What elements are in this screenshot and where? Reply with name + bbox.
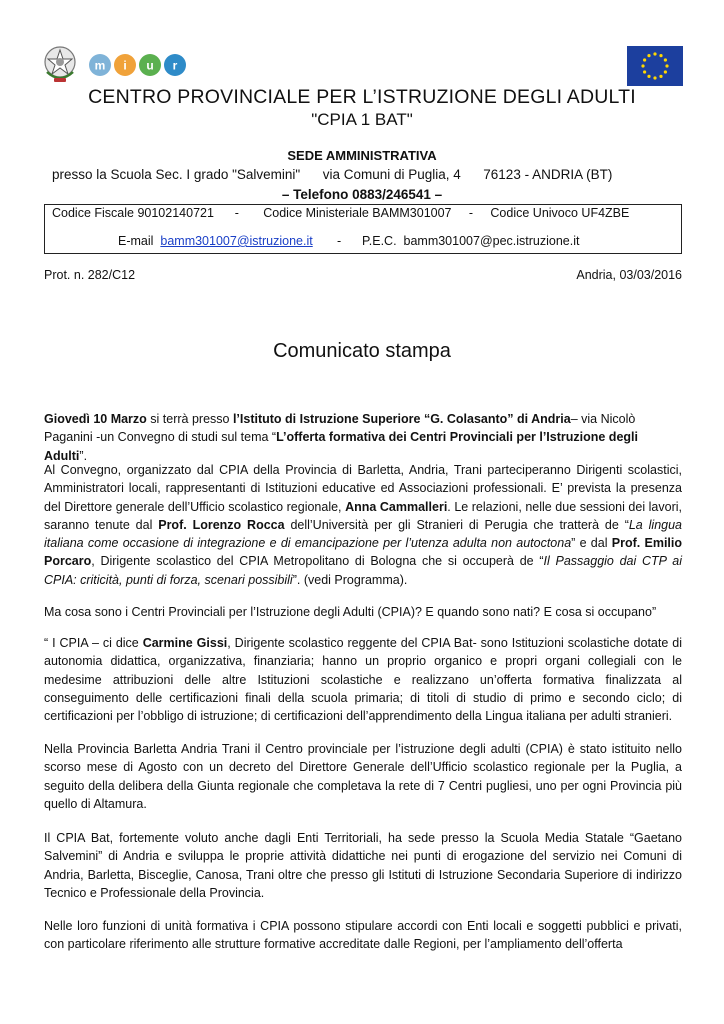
text-run: . Le relazioni, nelle due sessioni dei lavori, saranno tenute dal	[44, 499, 682, 532]
phone-line: – Telefono 0883/246541 –	[281, 187, 443, 202]
paragraph-5	[44, 740, 682, 813]
eu-star	[664, 58, 667, 61]
eu-star	[659, 75, 662, 78]
svg-text:r: r	[172, 58, 178, 73]
speaker-cammalleri: Anna Cammalleri	[345, 499, 448, 514]
text-run: ”.	[79, 448, 88, 463]
miur-logo	[87, 52, 211, 78]
email-line	[118, 234, 579, 248]
text-run: “ I CPIA – ci dice	[44, 636, 143, 650]
paragraph-7	[44, 917, 682, 954]
convention-theme: L’offerta formativa dei Centri Provinciali per l’Istruzione degli Adulti	[44, 430, 638, 463]
svg-text:u: u	[146, 58, 154, 73]
eu-star	[653, 52, 656, 55]
eu-star	[647, 54, 650, 57]
question-text: Ma cosa sono i Centri Provinciali per l’Istruzione degli Adulti (CPIA)? E quando sono nati? E cosa si occupano”	[44, 605, 657, 619]
event-date: Giovedì 10 Marzo	[44, 412, 147, 426]
paragraph-6	[44, 829, 682, 902]
text-run: dell’Università per gli Stranieri di Perugia che tratterà de “	[284, 517, 629, 532]
codes-line: Codice Fiscale 90102140721 - Codice Ministeriale BAMM301007 - Codice Univoco UF4ZBE	[52, 206, 630, 220]
eu-star	[647, 75, 650, 78]
text-run: ” e dal	[571, 536, 612, 551]
pec-text: - P.E.C. bamm301007@pec.istruzione.it	[312, 234, 580, 248]
text-run: – via Nicolò Paganini -un Convegno di studi sul tema “	[44, 412, 636, 445]
text-run: ”. (vedi Programma).	[292, 572, 408, 587]
eu-star	[664, 70, 667, 73]
paragraph-3	[44, 603, 682, 621]
eu-star	[641, 64, 644, 67]
talk-title-rocca: La lingua italiana come occasione di integrazione e di emancipazione per l’utenza adulta non autoctona	[44, 517, 682, 551]
eu-star	[643, 70, 646, 73]
address-line: presso la Scuola Sec. I grado "Salvemini" via Comuni di Puglia, 4 76123 - ANDRIA (BT)	[52, 167, 613, 182]
paragraph-2	[44, 461, 682, 589]
text-run: , Dirigente scolastico del CPIA Metropolitano di Bologna che si occuperà de “	[91, 554, 544, 569]
eu-star	[659, 54, 662, 57]
eu-star	[653, 76, 656, 79]
protocol-number: Prot. n. 282/C12	[44, 268, 136, 282]
text-run: si terrà presso	[146, 412, 233, 426]
speaker-gissi: Carmine Gissi	[142, 636, 228, 650]
document-date: Andria, 03/03/2016	[576, 268, 682, 282]
email-link[interactable]: bamm301007@istruzione.it	[160, 234, 313, 248]
speaker-porcaro: Prof. Emilio Porcaro	[44, 536, 683, 569]
document-title: Comunicato stampa	[273, 340, 451, 362]
org-subtitle: "CPIA 1 BAT"	[311, 110, 413, 129]
talk-title-porcaro: Il Passaggio dai CTP ai CPIA: criticità, punti di forza, scenari possibili	[44, 554, 683, 587]
venue-name: l’Istituto di Istruzione Superiore “G. Colasanto” di Andria	[232, 412, 571, 426]
org-title: CENTRO PROVINCIALE PER L’ISTRUZIONE DEGLI ADULTI	[88, 86, 636, 108]
paragraph-4	[44, 634, 682, 725]
header-logos	[43, 44, 683, 88]
paragraph-text: Il CPIA Bat, fortemente voluto anche dagli Enti Territoriali, ha sede presso la Scuola Media Statale “Gaetano Salvemini” di Andria e sviluppa le proprie attività didattiche nei punti di erogazione del servizio nei Comuni di Andria, Barletta, Bisceglie, Canosa, Trani oltre che presso gli Istituti di Istruzione Secondaria Superiore di indirizzo Tecnico e Professionale della Provincia.	[44, 831, 682, 900]
speaker-rocca: Prof. Lorenzo Rocca	[158, 517, 285, 532]
eu-flag	[627, 46, 683, 86]
text-run: , Dirigente scolastico reggente del CPIA Bat- sono Istituzioni scolastiche dotate di autonomia didattica, organizzativa, finanziaria; hanno un proprio organico e propri organi collegiali con le medesime attribuzioni delle altre Istituzioni scolastiche e realizzano un’offerta formativa finalizzata al conseguimento delle certificazioni finali della scuola primaria; di titoli di studio di primo e secondo ciclo; di certificazioni per l’obbligo di istruzione; di certificazioni dell’apprendimento della Lingua italiana per adulti stranieri.	[44, 636, 682, 724]
italian-republic-emblem	[43, 44, 77, 84]
svg-text:m: m	[94, 58, 106, 73]
svg-text:i: i	[123, 58, 127, 73]
eu-star	[643, 58, 646, 61]
email-label: E-mail	[118, 234, 161, 248]
eu-star	[665, 64, 668, 67]
paragraph-text: Nelle loro funzioni di unità formativa i CPIA possono stipulare accordi con Enti locali e soggetti pubblici e privati, con particolare riferimento alle strutture formative accreditate dalle Regioni, per l’ampliamento dell’offerta	[44, 919, 682, 952]
text-run: Al Convegno, organizzato dal CPIA della Provincia di Barletta, Andria, Trani parteciperanno Dirigenti scolastici, Amministratori locali, rappresentanti di Istituzioni educative ed Associazioni professionali. E’ prevista la presenza del Direttore generale dell’Ufficio scolastico regionale,	[44, 463, 682, 514]
paragraph-1	[44, 410, 682, 465]
paragraph-text: Nella Provincia Barletta Andria Trani il Centro provinciale per l’istruzione degli adulti (CPIA) è stato istituito nello scorso mese di Agosto con un decreto del Direttore Generale dell’Ufficio scolastico regionale per la Puglia, a seguito della delibera della Giunta regionale che completava la rete di 7 Centri pugliesi, uno per ogni Provincia più quello di Altamura.	[44, 742, 682, 811]
sede-label: SEDE AMMINISTRATIVA	[287, 148, 437, 163]
